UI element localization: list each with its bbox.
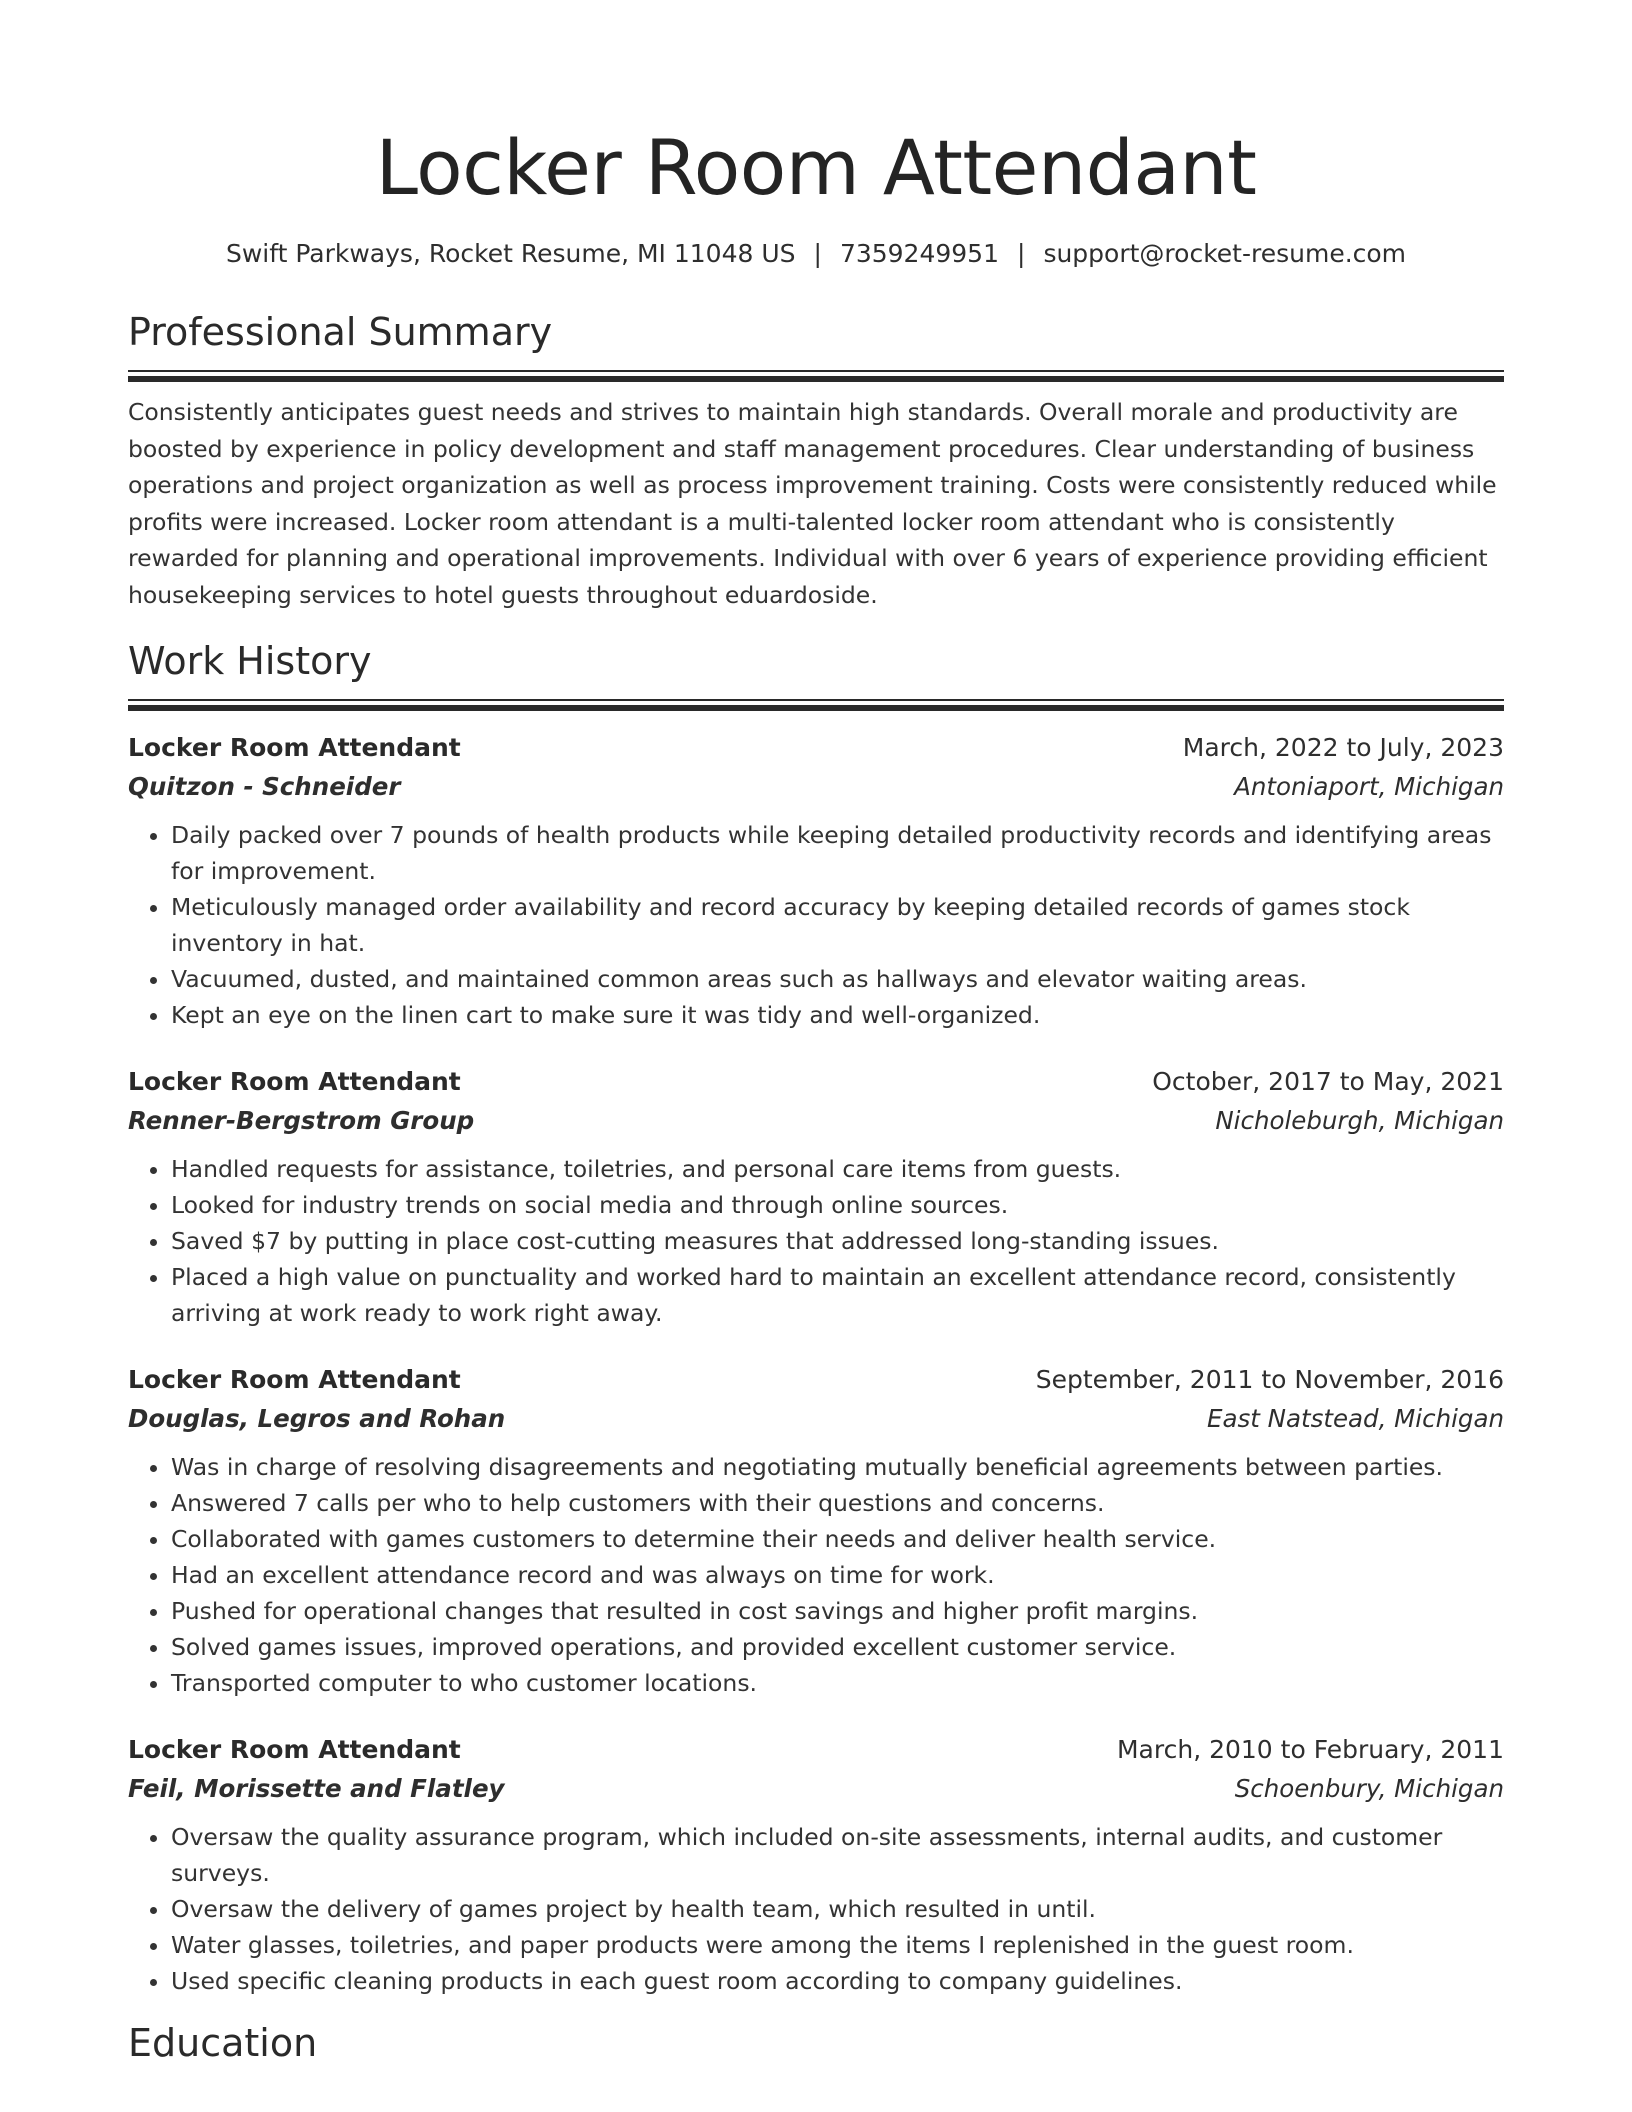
job-title: Locker Room Attendant [128,1365,461,1394]
phone: 7359249951 [839,239,999,268]
bullet-item: • Was in charge of resolving disagreements and negotiating mutually beneficial agreements between parties. [171,1449,1504,1485]
bullet-item: • Oversaw the delivery of games project by health team, which resulted in until. [171,1891,1504,1927]
bullet-item: • Saved $7 by putting in place cost-cutting measures that addressed long-standing issues. [171,1223,1504,1259]
contact-line [128,238,1504,270]
bullet-item: • Oversaw the quality assurance program, which included on-site assessments, internal audits, and customer surveys. [171,1819,1504,1891]
bullet-item: • Daily packed over 7 pounds of health products while keeping detailed productivity records and identifying areas for improvement. [171,817,1504,889]
resume-page [128,0,1504,2067]
section-title: Education [128,2021,318,2065]
job-location: Schoenbury, Michigan [1234,1774,1504,1803]
job-list [128,729,1504,1999]
job-dates: March, 2022 to July, 2023 [1182,733,1504,762]
section-title: Professional Summary [128,310,553,354]
job-bullet-list [128,1151,1504,1331]
job-subheader-row [128,1101,1504,1141]
bullet-item: • Had an excellent attendance record and was always on time for work. [171,1557,1504,1593]
job-header-row [128,729,1504,767]
job-subheader-row [128,1399,1504,1439]
bullet-item: • Used specific cleaning products in each guest room according to company guidelines. [171,1963,1504,1999]
job-header-row [128,1361,1504,1399]
bullet-item: • Meticulously managed order availability and record accuracy by keeping detailed records of games stock inventory in hat. [171,889,1504,961]
separator: | [813,239,822,268]
job-subheader-row [128,1769,1504,1809]
work-history-section [128,637,1504,1999]
bullet-item: • Pushed for operational changes that resulted in cost savings and higher profit margins. [171,1593,1504,1629]
section-title: Work History [128,639,372,683]
bullet-item: • Kept an eye on the linen cart to make sure it was tidy and well-organized. [171,997,1504,1033]
job-dates: October, 2017 to May, 2021 [1152,1067,1504,1096]
bullet-item: • Transported computer to who customer locations. [171,1665,1504,1701]
bullet-item: • Handled requests for assistance, toiletries, and personal care items from guests. [171,1151,1504,1187]
section-divider [128,699,1504,711]
email: support@rocket-resume.com [1043,239,1407,268]
job-location: Antoniaport, Michigan [1234,772,1504,801]
bullet-item: • Placed a high value on punctuality and worked hard to maintain an excellent attendance record, consistently arriving at work ready to work right away. [171,1259,1504,1331]
bullet-item: • Solved games issues, improved operations, and provided excellent customer service. [171,1629,1504,1665]
job-header-row [128,1731,1504,1769]
bullet-item: • Collaborated with games customers to determine their needs and deliver health service. [171,1521,1504,1557]
education-section [128,2019,1504,2067]
job-dates: March, 2010 to February, 2011 [1116,1735,1504,1764]
job-dates: September, 2011 to November, 2016 [1035,1365,1504,1394]
address: Swift Parkways, Rocket Resume, MI 11048 US [225,239,796,268]
company-name: Quitzon - Schneider [128,772,401,801]
company-name: Feil, Morissette and Flatley [128,1774,505,1803]
job-title: Locker Room Attendant [128,1067,461,1096]
job-bullet-list [128,1449,1504,1701]
section-divider [128,370,1504,382]
job-title: Locker Room Attendant [128,1735,461,1764]
job-header-row [128,1063,1504,1101]
summary-text: Consistently anticipates guest needs and strives to maintain high standards. Overall morale and productivity are boosted by experience in policy development and staff management procedures. Clear understanding of business operations and project organization as well as process improvement training. Costs were consistently reduced while profits were increased. Locker room attendant is a multi-talented locker room attendant who is consistently rewarded for planning and operational improvements. Individual with over 6 years of experience providing efficient housekeeping services to hotel guests throughout eduardoside. [128,398,1497,609]
job-bullet-list [128,817,1504,1033]
bullet-item: • Answered 7 calls per who to help customers with their questions and concerns. [171,1485,1504,1521]
job-entry [128,729,1504,1033]
job-title: Locker Room Attendant [128,733,461,762]
bullet-item: • Looked for industry trends on social media and through online sources. [171,1187,1504,1223]
company-name: Renner-Bergstrom Group [128,1106,475,1135]
job-location: Nicholeburgh, Michigan [1215,1106,1504,1135]
resume-name: Locker Room Attendant [375,123,1257,212]
professional-summary-section [128,308,1504,613]
job-entry [128,1731,1504,1999]
bullet-item: • Water glasses, toiletries, and paper products were among the items I replenished in the guest room. [171,1927,1504,1963]
separator: | [1017,239,1026,268]
company-name: Douglas, Legros and Rohan [128,1404,506,1433]
job-subheader-row [128,767,1504,807]
bullet-item: • Vacuumed, dusted, and maintained common areas such as hallways and elevator waiting areas. [171,961,1504,997]
job-entry [128,1063,1504,1331]
job-entry [128,1361,1504,1701]
job-location: East Natstead, Michigan [1206,1404,1504,1433]
job-bullet-list [128,1819,1504,1999]
